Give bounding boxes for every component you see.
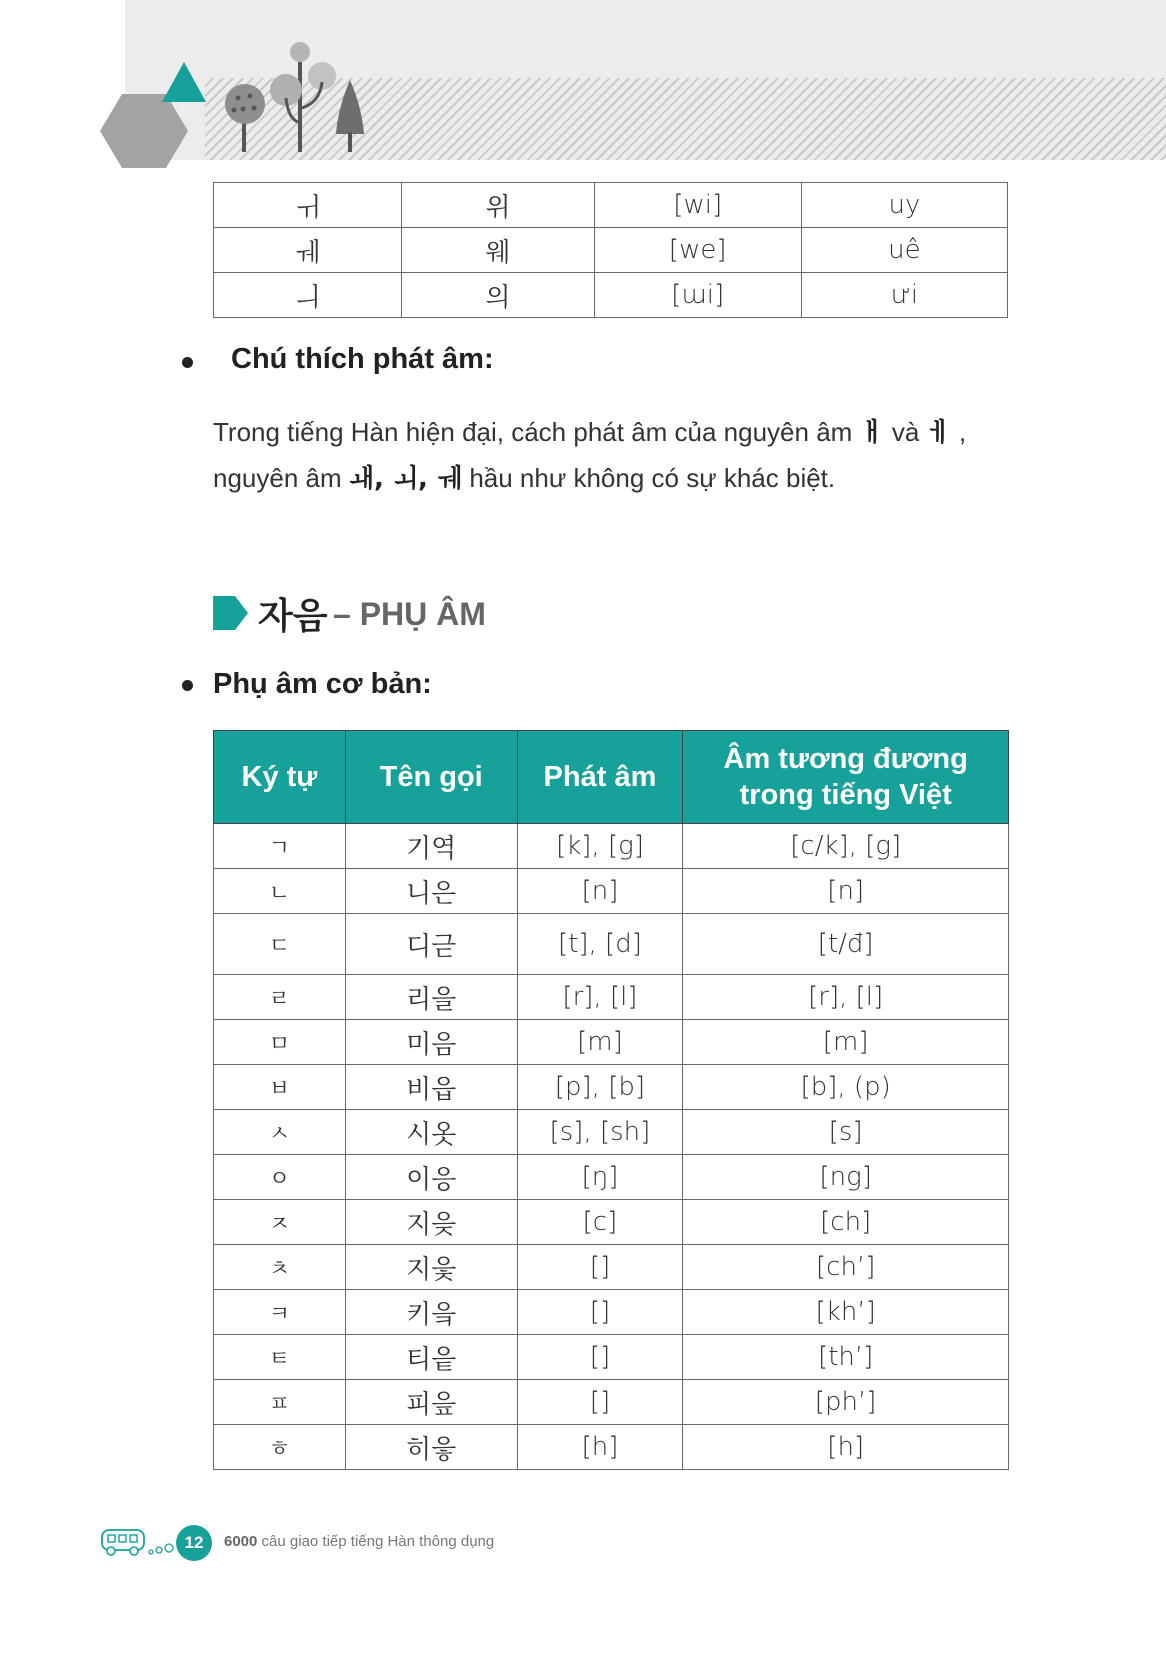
- table-cell: 지읒: [345, 1200, 517, 1245]
- column-header: Phát âm: [517, 731, 683, 824]
- notes-text: nguyên âm: [213, 463, 349, 493]
- table-cell: uy: [801, 183, 1007, 228]
- table-row: [214, 1425, 1009, 1470]
- table-row: [214, 273, 1008, 318]
- table-cell: []: [517, 1245, 683, 1290]
- table-cell: [c]: [517, 1200, 683, 1245]
- table-row: [214, 1335, 1009, 1380]
- table-row: [214, 1020, 1009, 1065]
- basic-consonants-heading: Phụ âm cơ bản:: [213, 668, 432, 700]
- table-cell: [r], [l]: [683, 975, 1009, 1020]
- table-cell: 이응: [345, 1155, 517, 1200]
- table-cell: [kh’]: [683, 1290, 1009, 1335]
- column-header: Âm tương đương trong tiếng Việt: [683, 731, 1009, 824]
- table-cell: 위: [402, 183, 594, 228]
- table-cell: [n]: [517, 869, 683, 914]
- table-cell: [c/k], [g]: [683, 824, 1009, 869]
- notes-text: ,: [951, 417, 967, 447]
- table-row: [214, 869, 1009, 914]
- table-cell: ㅢ: [214, 273, 402, 318]
- table-cell: ㅎ: [214, 1425, 346, 1470]
- table-cell: [n]: [683, 869, 1009, 914]
- table-cell: [k], [g]: [517, 824, 683, 869]
- vowel-table: [213, 182, 1008, 318]
- table-cell: [p], [b]: [517, 1065, 683, 1110]
- table-cell: 지읓: [345, 1245, 517, 1290]
- table-cell: 니은: [345, 869, 517, 914]
- book-title-text: câu giao tiếp tiếng Hàn thông dụng: [257, 1533, 495, 1550]
- table-cell: [ph’]: [683, 1380, 1009, 1425]
- table-cell: 티읕: [345, 1335, 517, 1380]
- table-cell: ㅅ: [214, 1110, 346, 1155]
- vowel-glyph: ㅐ: [859, 418, 885, 448]
- trees-decoration-icon: [100, 38, 380, 178]
- table-cell: ㅌ: [214, 1335, 346, 1380]
- table-cell: 디귿: [345, 914, 517, 975]
- table-cell: ㅁ: [214, 1020, 346, 1065]
- bullet-point: [182, 357, 193, 368]
- table-cell: 키읔: [345, 1290, 517, 1335]
- table-cell: [ch]: [683, 1200, 1009, 1245]
- table-cell: ㅍ: [214, 1380, 346, 1425]
- table-cell: 리을: [345, 975, 517, 1020]
- column-header: Tên gọi: [345, 731, 517, 824]
- table-cell: [ch’]: [683, 1245, 1009, 1290]
- notes-paragraph: [213, 410, 1013, 502]
- section-title-korean: 자음: [258, 596, 328, 637]
- table-cell: [h]: [683, 1425, 1009, 1470]
- column-header: Ký tự: [214, 731, 346, 824]
- table-cell: []: [517, 1380, 683, 1425]
- table-cell: 비읍: [345, 1065, 517, 1110]
- vowel-glyph-list: ㅙ, ㅚ, ㅞ: [348, 464, 463, 494]
- notes-text: và: [884, 417, 927, 447]
- table-row: [214, 1065, 1009, 1110]
- table-row: [214, 914, 1009, 975]
- table-cell: ㅈ: [214, 1200, 346, 1245]
- table-row: [214, 824, 1009, 869]
- table-cell: 웨: [402, 228, 594, 273]
- table-cell: [b], (p): [683, 1065, 1009, 1110]
- table-cell: [ŋ]: [517, 1155, 683, 1200]
- section-arrow-icon: [213, 596, 248, 630]
- table-cell: []: [517, 1335, 683, 1380]
- table-cell: [m]: [683, 1020, 1009, 1065]
- table-cell: uê: [801, 228, 1007, 273]
- table-cell: [wi]: [594, 183, 801, 228]
- notes-text: hầu như không có sự khác biệt.: [462, 463, 836, 493]
- table-cell: ㄱ: [214, 824, 346, 869]
- table-cell: [ng]: [683, 1155, 1009, 1200]
- table-cell: 시옷: [345, 1110, 517, 1155]
- table-row: [214, 183, 1008, 228]
- table-cell: ㅋ: [214, 1290, 346, 1335]
- page-number: 12: [176, 1525, 212, 1561]
- book-title: [224, 1533, 494, 1550]
- table-row: [214, 1110, 1009, 1155]
- table-cell: 피읖: [345, 1380, 517, 1425]
- bullet-point: [182, 680, 193, 691]
- table-cell: [t/đ]: [683, 914, 1009, 975]
- table-cell: ㅟ: [214, 183, 402, 228]
- table-cell: ㅞ: [214, 228, 402, 273]
- table-row: [214, 1155, 1009, 1200]
- table-cell: [s], [sh]: [517, 1110, 683, 1155]
- table-cell: ㄷ: [214, 914, 346, 975]
- table-cell: ㅊ: [214, 1245, 346, 1290]
- section-title-vietnamese: – PHỤ ÂM: [333, 596, 486, 632]
- table-row: [214, 1200, 1009, 1245]
- book-title-number: 6000: [224, 1533, 258, 1550]
- table-cell: []: [517, 1290, 683, 1335]
- table-row: [214, 1290, 1009, 1335]
- table-cell: [h]: [517, 1425, 683, 1470]
- table-cell: [m]: [517, 1020, 683, 1065]
- table-cell: 의: [402, 273, 594, 318]
- table-row: [214, 1380, 1009, 1425]
- table-cell: ㅇ: [214, 1155, 346, 1200]
- table-row: [214, 975, 1009, 1020]
- table-cell: ㄹ: [214, 975, 346, 1020]
- table-cell: [t], [d]: [517, 914, 683, 975]
- table-cell: [s]: [683, 1110, 1009, 1155]
- table-cell: [r], [l]: [517, 975, 683, 1020]
- notes-heading: Chú thích phát âm:: [231, 343, 494, 375]
- table-cell: [th’]: [683, 1335, 1009, 1380]
- table-cell: 미음: [345, 1020, 517, 1065]
- consonant-table: [213, 730, 1009, 1470]
- vowel-glyph: ㅔ: [926, 418, 952, 448]
- table-row: [214, 1245, 1009, 1290]
- notes-text: Trong tiếng Hàn hiện đại, cách phát âm của nguyên âm: [213, 417, 860, 447]
- table-cell: ㄴ: [214, 869, 346, 914]
- table-cell: [ɯi]: [594, 273, 801, 318]
- table-cell: ưi: [801, 273, 1007, 318]
- table-cell: 기역: [345, 824, 517, 869]
- bus-decoration-icon: [100, 1526, 176, 1558]
- table-cell: 히읗: [345, 1425, 517, 1470]
- table-cell: ㅂ: [214, 1065, 346, 1110]
- table-cell: [we]: [594, 228, 801, 273]
- table-header-row: [214, 731, 1009, 824]
- table-row: [214, 228, 1008, 273]
